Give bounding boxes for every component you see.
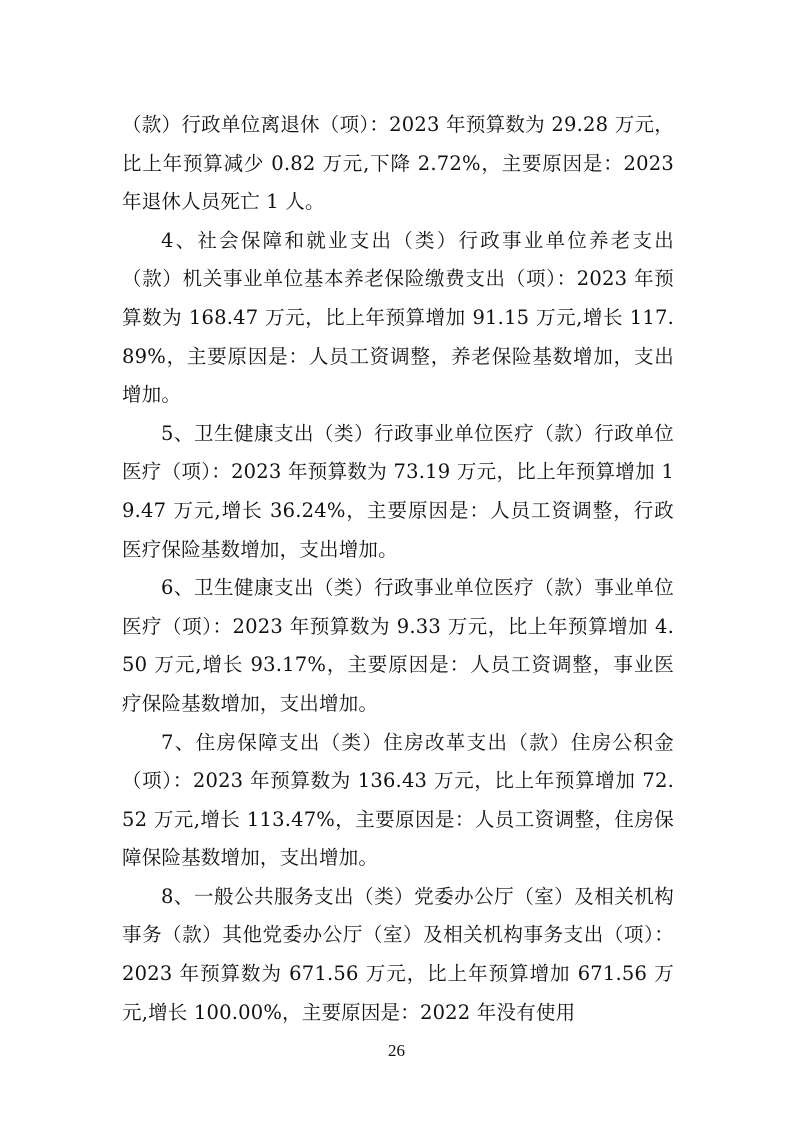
paragraph-retirement: （款）行政单位离退休（项）：2023 年预算数为 29.28 万元，比上年预算减少 0.82 万元,下降 2.72%，主要原因是：2023 年退休人员死亡 1 人。 [122,113,674,214]
page-number: 26 [388,1041,405,1060]
paragraph-admin-medical: 5、卫生健康支出（类）行政事业单位医疗（款）行政单位医疗（项）：2023 年预算数为 73.19 万元，比上年预算增加 19.47 万元,增长 36.24%，主要原因是：人员工资调整，行政医疗保险基数增加，支出增加。 [122,421,674,561]
document-body [122,106,674,1032]
paragraph-housing-fund: 7、住房保障支出（类）住房改革支出（款）住房公积金（项）：2023 年预算数为 136.43 万元，比上年预算增加 72.52 万元,增长 113.47%，主要原因是：人员工资调整，住房保障保险基数增加，支出增加。 [122,730,674,870]
paragraph-party-affairs: 8、一般公共服务支出（类）党委办公厅（室）及相关机构事务（款）其他党委办公厅（室）及相关机构事务支出（项）：2023 年预算数为 671.56 万元，比上年预算增加 671.56 万元,增长 100.00%，主要原因是：2022 年没有使用 [122,884,674,1024]
paragraph-pension: 4、社会保障和就业支出（类）行政事业单位养老支出（款）机关事业单位基本养老保险缴费支出（项）：2023 年预算数为 168.47 万元，比上年预算增加 91.15 万元,增长 117.89%，主要原因是：人员工资调整，养老保险基数增加，支出增加。 [122,228,674,407]
paragraph-institution-medical: 6、卫生健康支出（类）行政事业单位医疗（款）事业单位医疗（项）：2023 年预算数为 9.33 万元，比上年预算增加 4.50 万元,增长 93.17%，主要原因是：人员工资调整，事业医疗保险基数增加，支出增加。 [122,576,674,715]
